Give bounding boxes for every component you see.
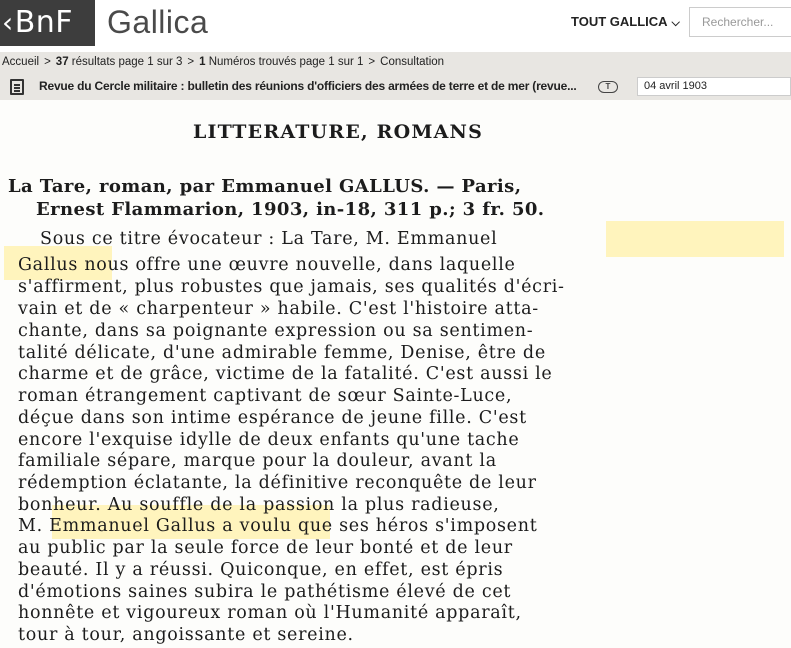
breadcrumb-numbers[interactable]: Numéros trouvés page 1 sur 1 [208, 56, 364, 68]
site-header [0, 0, 791, 46]
text-line: chante, dans sa poignante expression ou sa sentimen- [18, 321, 534, 341]
breadcrumb-separator: > [187, 56, 195, 68]
text-line: Gallus nous offre une œuvre nouvelle, dans laquelle [18, 255, 516, 275]
text-line: bonheur. Au souffle de la passion la plus radieuse, [18, 495, 500, 515]
text-line: charme et de grâce, victime de la fatalité. C'est aussi le [18, 364, 553, 384]
breadcrumb-home[interactable]: Accueil [2, 56, 40, 68]
results-count: 37 [55, 56, 69, 68]
text-line: roman étrangement captivant de sœur Sainte-Luce, [18, 386, 513, 406]
text-line: tour à tour, angoissante et sereine. [18, 625, 354, 645]
breadcrumb-separator: > [368, 56, 376, 68]
site-title[interactable]: Gallica [107, 4, 209, 40]
text-line: familiale sépare, marque pour la douleur, avant la [18, 451, 497, 471]
text-line: talité délicate, d'une admirable femme, Denise, être de [18, 343, 546, 363]
search-scope-dropdown[interactable] [571, 14, 680, 30]
text-line: s'affirment, plus robustes que jamais, ses qualités d'écri- [18, 277, 565, 297]
book-reference-line: Ernest Flammarion, 1903, in-18, 311 p.; 3 fr. 50. [36, 199, 545, 220]
text-line: rédemption éclatante, la définitive reconquête de leur [18, 473, 537, 493]
document-icon[interactable] [10, 79, 24, 95]
bnf-logo[interactable] [0, 0, 95, 46]
book-reference-line: La Tare, roman, par Emmanuel GALLUS. — Paris, [8, 176, 522, 197]
logo-text: BnF [14, 5, 74, 40]
text-line: déçue dans son intime espérance de jeune fille. C'est [18, 408, 527, 428]
text-line: beauté. Il y a réussi. Quiconque, en effet, est épris [18, 560, 504, 580]
document-scan [0, 100, 791, 648]
scope-label: TOUT GALLICA [571, 14, 668, 29]
breadcrumb-current: Consultation [380, 56, 445, 68]
text-line: au public par la seule force de leur bonté et de leur [18, 538, 513, 558]
search-input[interactable] [689, 7, 791, 37]
section-heading: LITTERATURE, ROMANS [193, 121, 484, 143]
chevron-down-icon: ⌵ [671, 17, 680, 29]
issue-date-selector[interactable]: 04 avril 1903 [637, 77, 791, 96]
numbers-count: 1 [199, 56, 206, 68]
breadcrumb-results[interactable]: résultats page 1 sur 3 [71, 56, 183, 68]
text-mode-icon[interactable]: T [598, 81, 618, 93]
breadcrumb [0, 52, 791, 73]
search-highlight [606, 221, 784, 257]
text-line: vain et de « charpenteur » habile. C'est l'histoire atta- [18, 299, 539, 319]
text-line: honnête et vigoureux roman où l'Humanité apparaît, [18, 603, 522, 623]
document-title: Revue du Cercle militaire : bulletin des réunions d'officiers des armées de terre et de mer (revue... [39, 79, 577, 93]
text-line: d'émotions saines subira le pathétisme élevé de cet [18, 582, 512, 602]
breadcrumb-separator: > [44, 56, 51, 68]
text-line: encore l'exquise idylle de deux enfants qu'une tache [18, 430, 520, 450]
chevron-left-icon: ‹ [2, 6, 14, 39]
text-line: M. Emmanuel Gallus a voulu que ses héros s'imposent [18, 516, 538, 536]
text-line: Sous ce titre évocateur : La Tare, M. Emmanuel [40, 229, 498, 249]
